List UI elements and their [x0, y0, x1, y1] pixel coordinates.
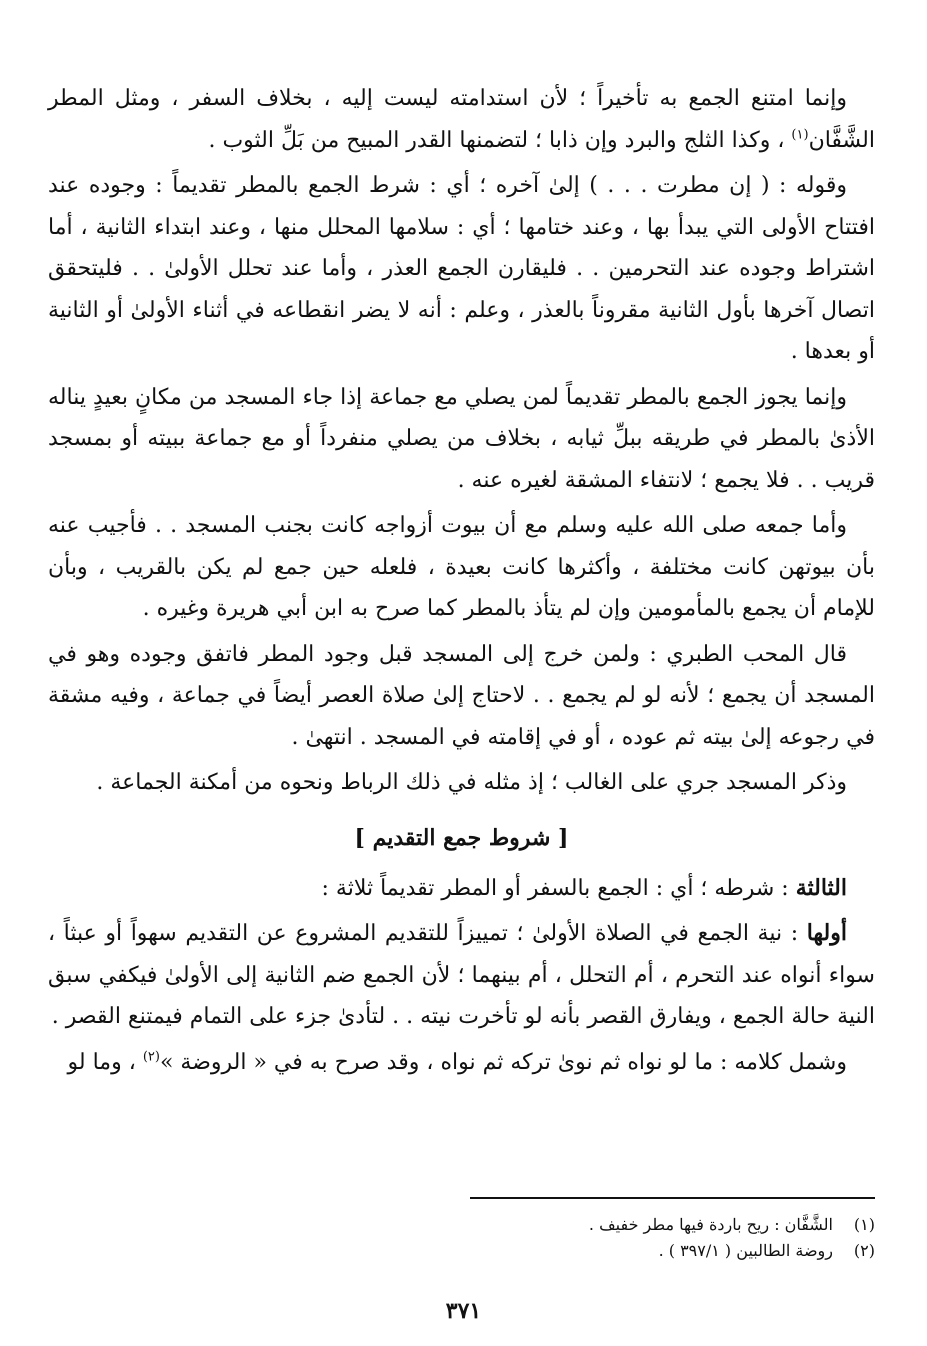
section-paragraph-3	[48, 1042, 875, 1084]
paragraph-5-text: قال المحب الطبري : ولمن خرج إلى المسجد قبل وجود المطر فاتفق وجوده وهو في المسجد أن يجمع ؛ لأنه لو لم يجمع . . لاحتاج إلىٰ صلاة العصر أيضاً في جماعة ، وفيه مشقة في رجوعه إلىٰ بيته ثم عوده ، أو في إقامته في المسجد . انتهىٰ .	[48, 641, 875, 750]
footnote-2-number: (٢)	[853, 1241, 875, 1260]
footnote-1	[52, 1212, 875, 1238]
paragraph-2-text: وقوله : ( إن مطرت . . . ) إلىٰ آخره ؛ أي : شرط الجمع بالمطر تقديماً : وجوده عند افتتاح الأولى التي يبدأ بها ، وعند ختامها ؛ أي : سلامها المحلل منها ، وعند ابتداء الثانية ، أما اشتراط وجوده عند التحرمين . . فليقارن الجمع العذر ، وأما عند تحلل الأولىٰ . . فليتحقق اتصال آخرها بأول الثانية مقروناً بالعذر ، وعلم : أنه لا يضر انقطاعه في أثناء الأولىٰ أو الثانية أو بعدها .	[48, 173, 875, 364]
section-paragraph-2	[48, 913, 875, 1038]
footnote-1-number: (١)	[853, 1215, 875, 1234]
section-paragraph-2-text: : نية الجمع في الصلاة الأولىٰ ؛ تمييزاً للتقديم المشروع عن التقديم سهواً أو عبثاً ، سواء أنواه عند التحرم ، أم التحلل ، أم بينهما ؛ لأن الجمع ضم الثانية إلى الأولىٰ فيكفي سبق النية حالة الجمع ، ويفارق القصر بأنه لو تأخرت نيته . . لتأدىٰ جزء على التمام فيمتنع القصر .	[48, 921, 875, 1029]
paragraph-3	[48, 377, 875, 502]
section-paragraph-1-lead: الثالثة	[795, 874, 847, 901]
section-paragraph-1	[48, 868, 875, 910]
paragraph-1-text: وإنما امتنع الجمع به تأخيراً ؛ لأن استدامته ليست إليه ، بخلاف السفر ، ومثل المطر الشَّفَّان	[48, 86, 875, 153]
paragraph-1	[48, 78, 875, 161]
paragraph-2	[48, 165, 875, 373]
section-paragraph-3-tail: ، وما لو	[67, 1049, 143, 1075]
footnote-2	[52, 1238, 875, 1264]
paragraph-1-tail: ، وكذا الثلج والبرد وإن ذابا ؛ لتضمنها القدر المبيح من بَلِّ الثوب .	[208, 127, 792, 153]
paragraph-3-text: وإنما يجوز الجمع بالمطر تقديماً لمن يصلي مع جماعة إذا جاء المسجد من مكانٍ بعيدٍ يناله الأذىٰ بالمطر في طريقه ببلِّ ثيابه ، بخلاف من يصلي منفرداً أو مع جماعة ببيته أو بمسجد قريب . . فلا يجمع ؛ لانتفاء المشقة لغيره عنه .	[48, 384, 875, 493]
paragraph-4-text: وأما جمعه صلى الله عليه وسلم مع أن بيوت أزواجه كانت بجنب المسجد . . فأجيب عنه بأن بيوتهن كانت مختلفة ، وأكثرها كانت بعيدة ، فلعله حين جمع لم يكن بالقريب ، وبأن للإمام أن يجمع بالمأمومين وإن لم يتأذ بالمطر كما صرح به ابن أبي هريرة وغيره .	[48, 513, 875, 621]
footnote-ref-2[interactable]: (٢)	[142, 1049, 160, 1065]
footnote-1-text: الشَّفَّان : ريح باردة فيها مطر خفيف .	[588, 1215, 833, 1234]
footnote-2-text: روضة الطالبين ( ٣٩٧/١ ) .	[658, 1241, 833, 1260]
paragraph-4	[48, 505, 875, 630]
paragraph-6	[48, 762, 875, 804]
page-number: ٣٧١	[445, 1298, 482, 1324]
section-paragraph-3-text: وشمل كلامه : ما لو نواه ثم نوىٰ تركه ثم نواه ، وقد صرح به في « الروضة »	[159, 1049, 847, 1075]
footnotes	[52, 1212, 875, 1264]
footnote-separator	[470, 1197, 875, 1199]
section-heading: [ شروط جمع التقديم ]	[354, 824, 569, 851]
paragraph-6-text: وذكر المسجد جري على الغالب ؛ إذ مثله في ذلك الرباط ونحوه من أمكنة الجماعة .	[96, 770, 847, 795]
footnote-ref-1[interactable]: (١)	[791, 127, 809, 143]
section-paragraph-1-text: : شرطه ؛ أي : الجمع بالسفر أو المطر تقديماً ثلاثة :	[321, 875, 796, 901]
section-paragraph-2-lead: أولها	[806, 920, 847, 946]
paragraph-5	[48, 634, 875, 759]
